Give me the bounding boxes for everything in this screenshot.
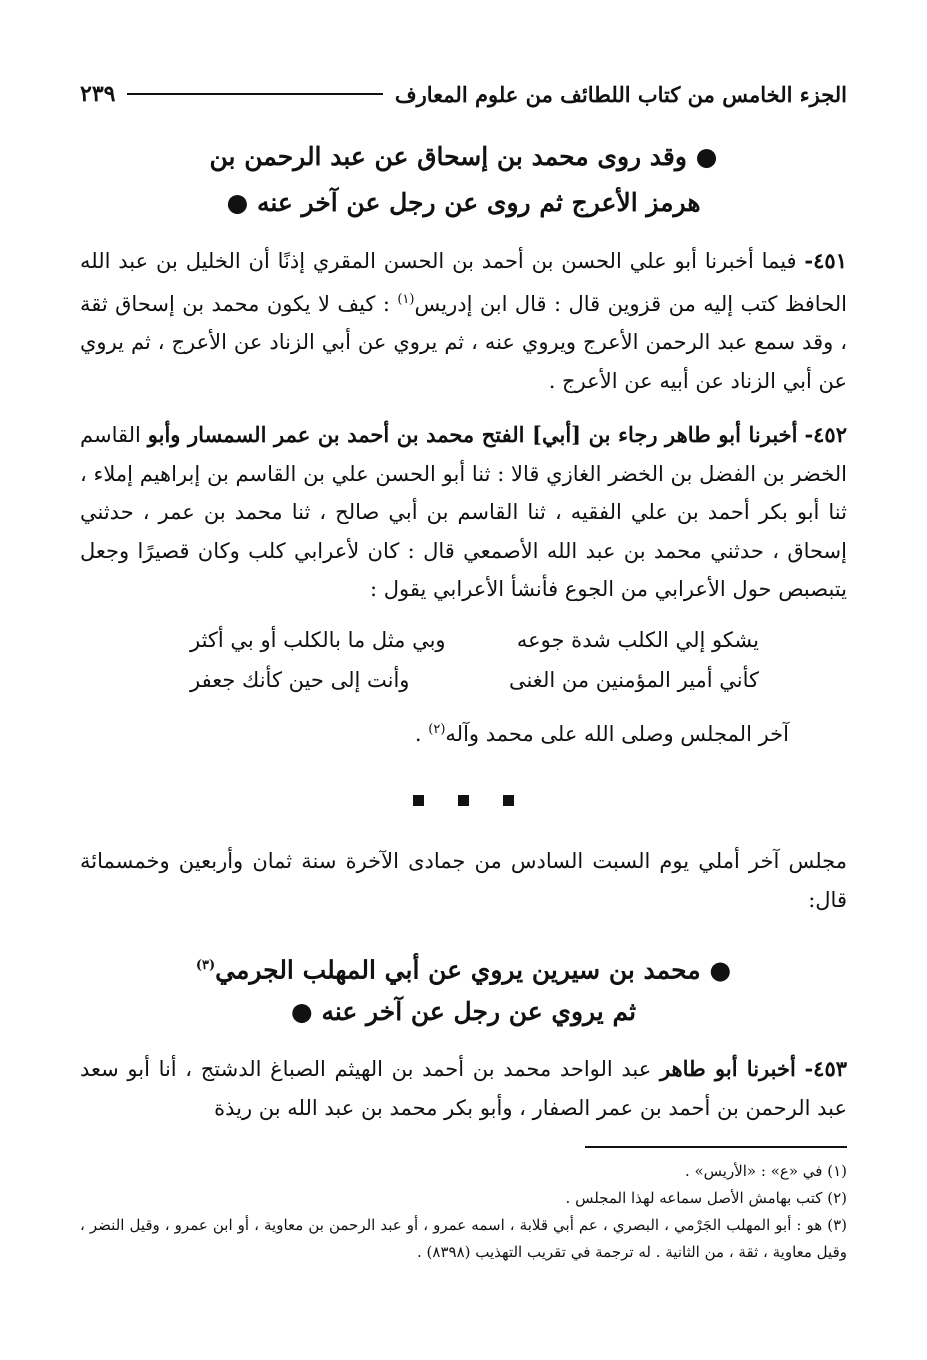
section-heading-1-line-2: هرمز الأعرج ثم روى عن رجل عن آخر عنه ●: [226, 188, 701, 217]
paragraph-lead: أخبرنا أبو طاهر: [659, 1056, 796, 1081]
separator-square-icon: [458, 795, 469, 806]
session-closing: [80, 722, 789, 746]
section-separator: [0, 795, 927, 806]
footnote-ref: (٣): [195, 958, 216, 973]
paragraph-lead: أخبرنا أبو طاهر رجاء بن [أبي] الفتح محمد بن أحمد بن عمر السمسار وأبو: [147, 422, 798, 447]
heading-text: ● محمد بن سيرين يروي عن أبي المهلب الجرمي: [215, 955, 732, 985]
hadith-number: ٤٥٢-: [804, 422, 847, 447]
section-heading-2-line-1: [70, 946, 857, 990]
footnote-1: (١) في «ع» : «الأريس» .: [684, 1162, 847, 1180]
verse-second-hemistich: وأنت إلى حين كأنك جعفر: [190, 668, 410, 692]
paragraph-text: : كيف لا يكون محمد بن إسحاق ثقة ، وقد سمع عبد الرحمن الأعرج ويروي عنه ، ثم يروي عن أبي الزناد عن الأعرج ، ثم يروي عن أبي الزناد عن أبيه عن الأعرج .: [80, 291, 847, 393]
hadith-number: ٤٥١-: [804, 248, 847, 273]
closing-text: آخر المجلس وصلى الله على محمد وآله: [445, 722, 789, 746]
paragraph-text: فيما أخبرنا أبو علي الحسن بن أحمد بن الحسن المقري إذنًا أن الخليل بن عبد الله الحافظ كتب إليه من قزوين قال : قال ابن إدريس: [80, 249, 847, 316]
footnote-ref: (٢): [428, 722, 446, 737]
verse-first-hemistich: يشكو إلي الكلب شدة جوعه: [516, 628, 759, 652]
verse-first-hemistich: كأني أمير المؤمنين من الغنى: [508, 668, 759, 692]
paragraph-452: [80, 416, 847, 609]
footnote-2: (٢) كتب بهامش الأصل سماعه لهذا المجلس .: [565, 1189, 847, 1207]
paragraph-text: عبد الواحد محمد بن أحمد بن الهيثم الصباغ الدشتج ، أنا أبو سعد عبد الرحمن بن أحمد بن عمر الصفار ، وأبو بكر محمد بن عبد الله بن ريذة: [80, 1057, 847, 1120]
header-rule: [127, 93, 382, 95]
footnote-3: (٣) هو : أبو المهلب الجَرْمي ، البصري ، عم أبي قلابة ، اسمه عمرو ، أو عبد الرحمن بن معاوية ، أو ابن عمرو ، وقيل النضر ، وقيل معاوية ، ثقة ، من الثانية . له ترجمة في تقريب التهذيب (٨٣٩٨) .: [80, 1216, 847, 1261]
poem-verse: [190, 668, 759, 708]
paragraph-451: [80, 242, 847, 400]
section-heading-1-line-1: ● وقد روى محمد بن إسحاق عن عبد الرحمن بن: [209, 142, 718, 171]
section-heading-2-line-2: ثم يروي عن رجل عن آخر عنه ●: [290, 997, 637, 1026]
paragraph-text: القاسم الخضر بن الفضل بن الخضر الغازي قالا : ثنا أبو الحسن علي بن القاسم بن إبراهيم إملاء ، ثنا أبو بكر أحمد بن علي الفقيه ، ثنا القاسم بن أبي صالح ، ثنا محمد بن عمر ، حدثني إسحاق ، حدثني محمد بن عبد الله الأصمعي قال : كان لأعرابي كلب وكان قصيرًا وجعل يتبصبص حول الأعرابي من الجوع فأنشأ الأعرابي يقول :: [80, 423, 847, 601]
footnote-rule: [585, 1146, 847, 1148]
closing-end: .: [414, 722, 422, 746]
paragraph-453: [80, 1050, 847, 1127]
running-title: الجزء الخامس من كتاب اللطائف من علوم المعارف: [394, 81, 847, 107]
hadith-number: ٤٥٣-: [804, 1056, 848, 1081]
separator-square-icon: [503, 795, 514, 806]
verse-second-hemistich: وبي مثل ما بالكلب أو بي أكثر: [190, 628, 446, 652]
new-session-intro: مجلس آخر أملي يوم السبت السادس من جمادى الآخرة سنة ثمان وأربعين وخمسمائة قال:: [80, 849, 847, 912]
page-number: ٢٣٩: [80, 81, 116, 107]
footnotes: [80, 1158, 847, 1266]
separator-square-icon: [413, 795, 424, 806]
footnote-ref: (١): [397, 291, 415, 307]
running-header: [80, 74, 847, 114]
poem-verse: [190, 628, 759, 668]
